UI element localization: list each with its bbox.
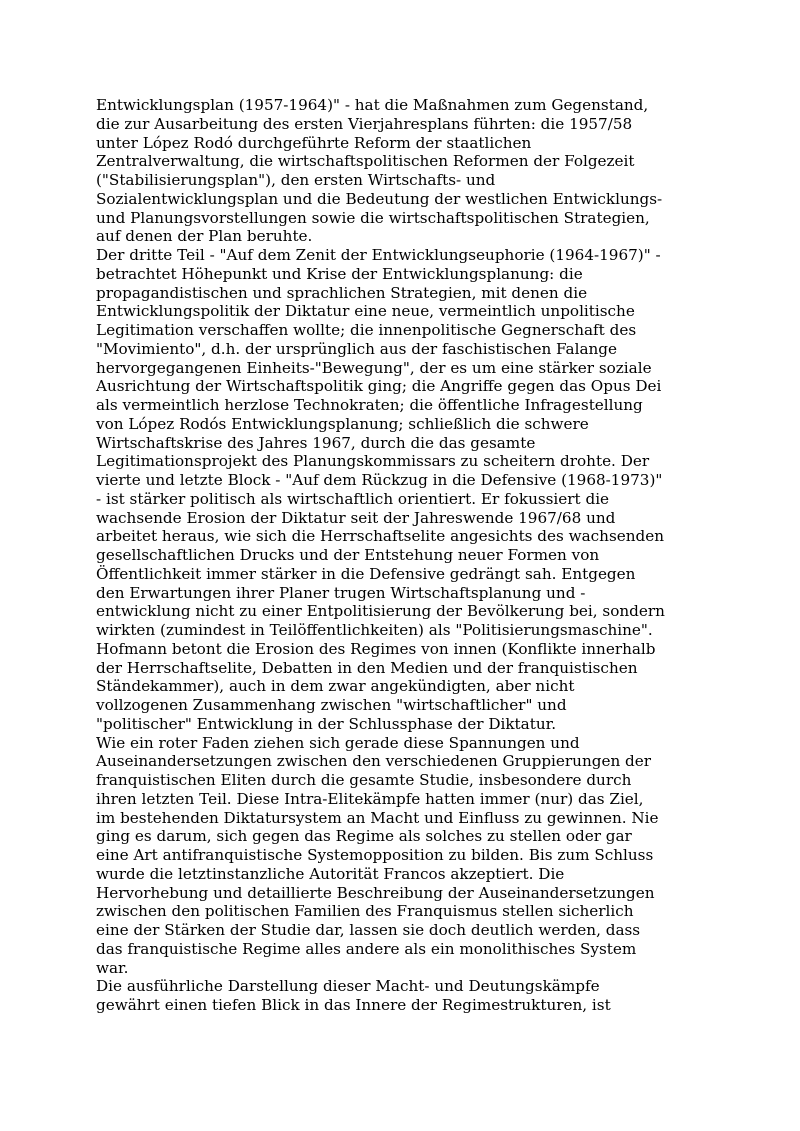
text-line: Ständekammer), auch in dem zwar angekündigten, aber nicht: [96, 677, 575, 696]
text-line: propagandistischen und sprachlichen Strategien, mit denen die: [96, 283, 588, 302]
text-line: - ist stärker politisch als wirtschaftlich orientiert. Er fokussiert die: [96, 489, 610, 508]
text-line: "politischer" Entwicklung in der Schlussphase der Diktatur.: [96, 714, 557, 733]
text-line: Wirtschaftskrise des Jahres 1967, durch die das gesamte: [96, 433, 536, 452]
text-line: Legitimation verschaffen wollte; die innenpolitische Gegnerschaft des: [96, 321, 637, 339]
text-line: Öffentlichkeit immer stärker in die Defensive gedrängt sah. Entgegen: [96, 564, 636, 583]
text-line: arbeitet heraus, wie sich die Herrschaftselite angesichts des wachsenden: [96, 527, 665, 546]
text-line: Entwicklungspolitik der Diktatur eine neue, vermeintlich unpolitische: [96, 302, 635, 321]
text-line: "Movimiento", d.h. der ursprünglich aus der faschistischen Falange: [96, 339, 618, 358]
text-line: hervorgegangenen Einheits-"Bewegung", der es um eine stärker soziale: [96, 358, 652, 377]
text-line: Hofmann betont die Erosion des Regimes von innen (Konflikte innerhalb: [96, 639, 656, 658]
text-line: den Erwartungen ihrer Planer trugen Wirtschaftsplanung und -: [96, 583, 586, 602]
text-line: im bestehenden Diktatursystem an Macht und Einfluss zu gewinnen. Nie: [96, 808, 659, 827]
text-line: das franquistische Regime alles andere als ein monolithisches System: [96, 939, 637, 958]
text-line: Legitimationsprojekt des Planungskommissars zu scheitern drohte. Der: [96, 452, 650, 471]
text-line: ("Stabilisierungsplan"), den ersten Wirtschafts- und: [96, 171, 496, 189]
text-line: Zentralverwaltung, die wirtschaftspolitischen Reformen der Folgezeit: [96, 152, 635, 171]
document-body: [96, 96, 706, 1015]
text-line: vollzogenen Zusammenhang zwischen "wirtschaftlicher" und: [96, 696, 567, 714]
text-line: entwicklung nicht zu einer Entpolitisierung der Bevölkerung bei, sondern: [96, 602, 665, 621]
text-line: ging es darum, sich gegen das Regime als solches zu stellen oder gar: [96, 827, 632, 846]
text-line: von López Rodós Entwicklungsplanung; schließlich die schwere: [96, 414, 589, 433]
text-line: wachsende Erosion der Diktatur seit der Jahreswende 1967/68 und: [96, 508, 616, 527]
text-line: Die ausführliche Darstellung dieser Macht- und Deutungskämpfe: [96, 977, 600, 996]
text-line: zwischen den politischen Familien des Franquismus stellen sicherlich: [96, 902, 634, 921]
text-line: ihren letzten Teil. Diese Intra-Elitekämpfe hatten immer (nur) das Ziel,: [96, 789, 644, 808]
text-line: unter López Rodó durchgeführte Reform der staatlichen: [96, 133, 532, 152]
text-line: gesellschaftlichen Drucks und der Entstehung neuer Formen von: [96, 546, 600, 564]
text-line: Ausrichtung der Wirtschaftspolitik ging; die Angriffe gegen das Opus Dei: [96, 377, 662, 396]
text-line: Der dritte Teil - "Auf dem Zenit der Entwicklungseuphorie (1964-1967)" -: [96, 246, 661, 264]
text-line: wirkten (zumindest in Teilöffentlichkeiten) als "Politisierungsmaschine".: [96, 621, 653, 639]
text-line: die zur Ausarbeitung des ersten Vierjahresplans führten: die 1957/58: [96, 114, 633, 133]
text-line: eine der Stärken der Studie dar, lassen sie doch deutlich werden, dass: [96, 921, 641, 939]
text-line: der Herrschaftselite, Debatten in den Medien und der franquistischen: [96, 658, 638, 677]
text-line: und Planungsvorstellungen sowie die wirtschaftspolitischen Strategien,: [96, 208, 650, 227]
text-line: gewährt einen tiefen Blick in das Innere der Regimestrukturen, ist: [96, 996, 611, 1014]
text-line: Wie ein roter Faden ziehen sich gerade diese Spannungen und: [96, 733, 580, 752]
text-line: wurde die letztinstanzliche Autorität Francos akzeptiert. Die: [96, 864, 565, 883]
text-line: eine Art antifranquistische Systemopposition zu bilden. Bis zum Schluss: [96, 846, 654, 864]
text-line: auf denen der Plan beruhte.: [96, 227, 313, 246]
text-line: als vermeintlich herzlose Technokraten; die öffentliche Infragestellung: [96, 396, 643, 414]
text-line: Auseinandersetzungen zwischen den verschiedenen Gruppierungen der: [96, 752, 652, 771]
text-line: betrachtet Höhepunkt und Krise der Entwicklungsplanung: die: [96, 264, 583, 283]
text-line: vierte und letzte Block - "Auf dem Rückzug in die Defensive (1968-1973)": [96, 471, 663, 489]
text-line: war.: [96, 958, 129, 977]
text-line: Entwicklungsplan (1957-1964)" - hat die Maßnahmen zum Gegenstand,: [96, 96, 649, 114]
text-line: franquistischen Eliten durch die gesamte Studie, insbesondere durch: [96, 771, 632, 789]
text-line: Sozialentwicklungsplan und die Bedeutung der westlichen Entwicklungs-: [96, 189, 663, 208]
text-line: Hervorhebung und detaillierte Beschreibung der Auseinandersetzungen: [96, 883, 655, 902]
